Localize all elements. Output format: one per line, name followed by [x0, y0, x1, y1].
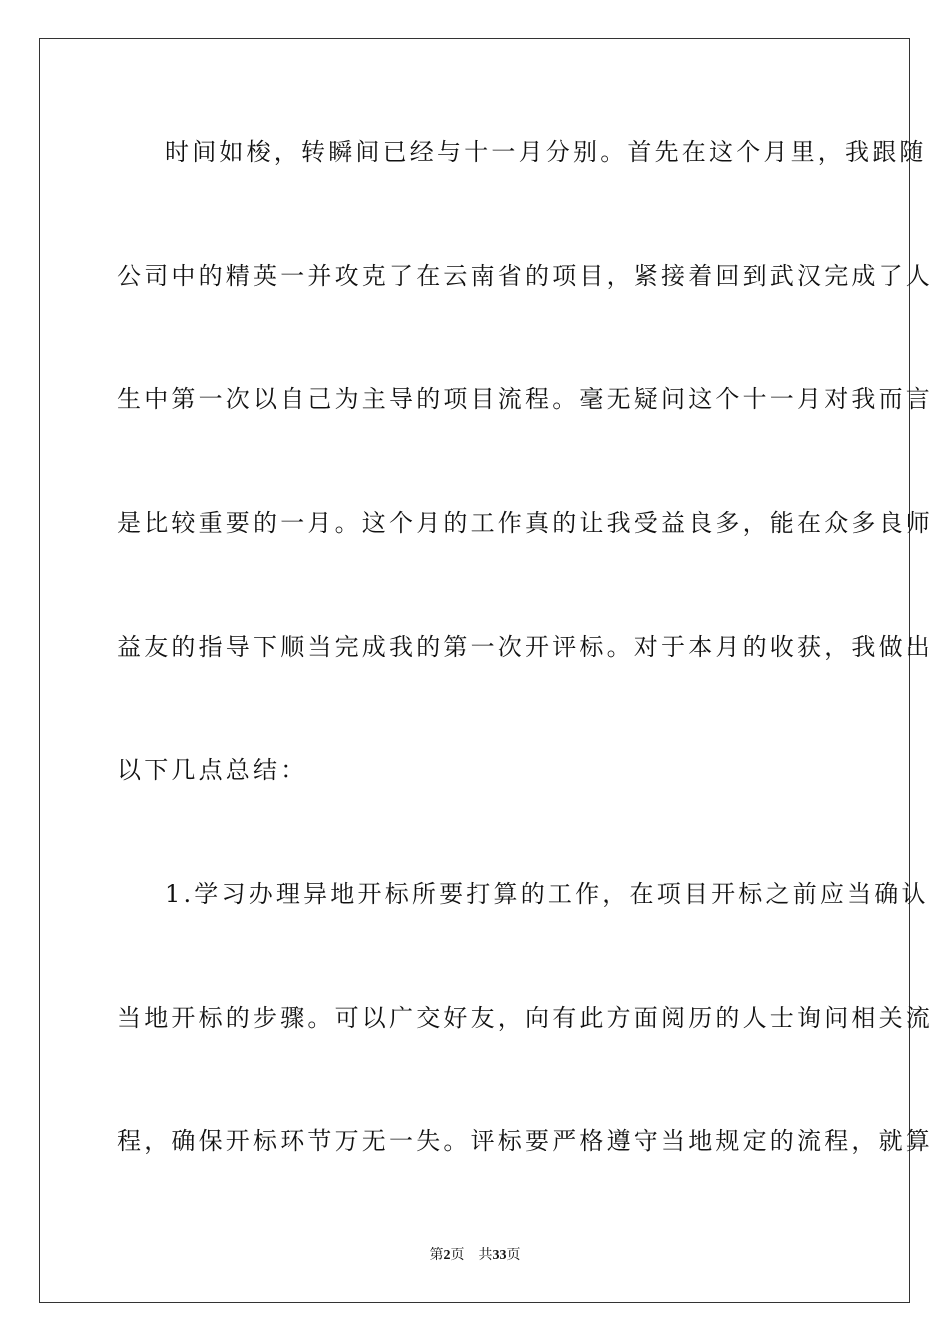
paragraph-1-line-5: 益友的指导下顺当完成我的第一次开评标。对于本月的收获，我做出	[117, 633, 933, 661]
page-number: 2	[443, 1248, 451, 1263]
total-prefix: 共	[478, 1247, 493, 1263]
page-suffix: 页	[450, 1247, 465, 1263]
paragraph-2-line-2: 当地开标的步骤。可以广交好友，向有此方面阅历的人士询问相关流	[117, 1004, 933, 1032]
paragraph-1-line-3: 生中第一次以自己为主导的项目流程。毫无疑问这个十一月对我而言	[117, 385, 933, 413]
paragraph-2-line-1: 1.学习办理异地开标所要打算的工作，在项目开标之前应当确认	[165, 880, 929, 908]
paragraph-1-line-4: 是比较重要的一月。这个月的工作真的让我受益良多，能在众多良师	[117, 509, 933, 537]
total-pages: 33	[492, 1248, 507, 1263]
paragraph-1-line-1: 时间如梭，转瞬间已经与十一月分别。首先在这个月里，我跟随	[165, 138, 927, 166]
paragraph-1-line-2: 公司中的精英一并攻克了在云南省的项目，紧接着回到武汉完成了人	[117, 262, 933, 290]
paragraph-2-line-3: 程，确保开标环节万无一失。评标要严格遵守当地规定的流程，就算	[117, 1127, 933, 1155]
total-suffix: 页	[506, 1247, 521, 1263]
page-border	[39, 38, 933, 1303]
page-prefix: 第	[429, 1247, 444, 1263]
paragraph-1-line-6: 以下几点总结：	[117, 756, 308, 784]
page-footer	[0, 1246, 950, 1265]
